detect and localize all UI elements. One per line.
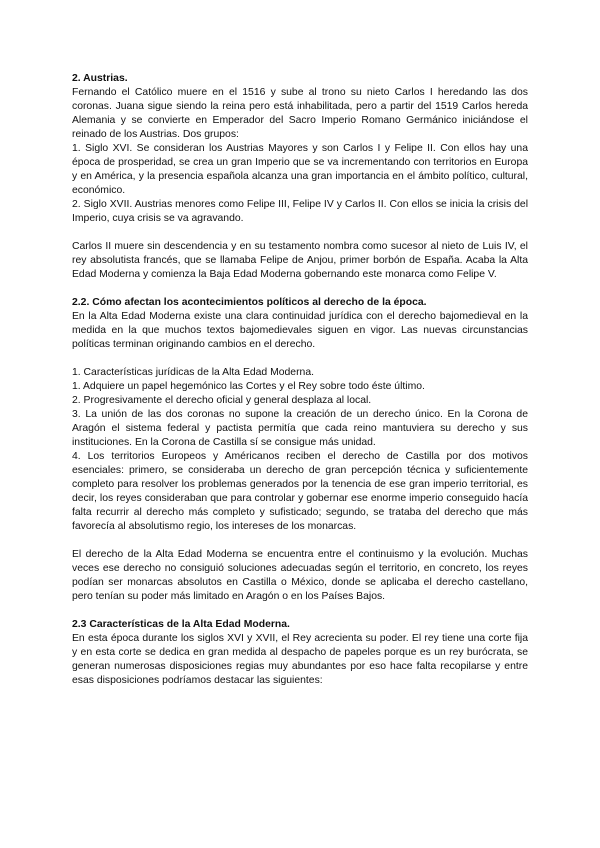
list-item-4: 4. Los territorios Europeos y Américanos reciben el derecho de Castilla por dos motivos esenciales: primero, se consideraba un derecho de gran percepción técnica y suficientemente completo para resolver los problemas generados por la tenencia de ese gran imperio territorial, es decir, los reyes consideraban que para controlar y gobernar ese enorme imperio conseguido hacía falta recurrir al derecho más completo y sufisticado; segundo, se trataba del derecho que más favorecía al absolutismo regio, los intereses de los monarcas. bbox=[72, 451, 528, 532]
paragraph-caracteristicas-intro: En esta época durante los siglos XVI y XVII, el Rey acrecienta su poder. El rey tiene una corte fija y en esta corte se dedica en gran medida al despacho de papeles porque es un rey burócrata, se generan numerosas disposiciones regias muy abundantes por eso hace falta recopilarse y entre esas disposiciones podríamos destacar las siguientes: bbox=[72, 633, 528, 686]
spacer bbox=[72, 352, 528, 366]
list-item-1: 1. Adquiere un papel hegemónico las Cortes y el Rey sobre todo éste último. bbox=[72, 381, 425, 392]
spacer bbox=[72, 534, 528, 548]
paragraph-acontecimientos-conclusion: El derecho de la Alta Edad Moderna se encuentra entre el continuismo y la evolución. Muchas veces ese derecho no consiguió soluciones adecuadas según el territorio, en concreto, los reyes podían ser monarcas absolutos en Castilla o México, donde se aplicaba el derecho castellano, pero tenían su poder más limitado en Aragón o en los Países Bajos. bbox=[72, 549, 528, 602]
section-heading-austrias: 2. Austrias. bbox=[72, 73, 128, 84]
spacer bbox=[72, 604, 528, 618]
section-heading-caracteristicas: 2.3 Características de la Alta Edad Moderna. bbox=[72, 619, 290, 630]
list-item-3: 3. La unión de las dos coronas no supone la creación de un derecho único. En la Corona de Aragón el sistema federal y pactista permitía que cada reino mantuviera su derecho y sus instituciones. En la Corona de Castilla sí se consigue más unidad. bbox=[72, 409, 528, 448]
paragraph-austrias-intro: Fernando el Católico muere en el 1516 y sube al trono su nieto Carlos I heredando las dos coronas. Juana sigue siendo la reina pero está inhabilitada, pero a partir del 1519 Carlos hereda Alemania y se convierte en Emperador del Sacro Imperio Romano Germánico iniciándose el reinado de los Austrias. Dos grupos: bbox=[72, 87, 528, 140]
paragraph-austrias-item-2: 2. Siglo XVII. Austrias menores como Felipe III, Felipe IV y Carlos II. Con ellos se inicia la crisis del Imperio, cuya crisis se va agravando. bbox=[72, 199, 528, 224]
paragraph-acontecimientos-intro: En la Alta Edad Moderna existe una clara continuidad jurídica con el derecho bajomedieval en la medida en la que muchos textos bajomedievales siguen en vigor. Las nuevas circunstancias políticas terminan originando cambios en el derecho. bbox=[72, 311, 528, 350]
paragraph-carlos-ii: Carlos II muere sin descendencia y en su testamento nombra como sucesor al nieto de Luis IV, el rey absolutista francés, que se llamaba Felipe de Anjou, primer borbón de España. Acaba la Alta Edad Moderna y comienza la Baja Edad Moderna gobernando este monarca como Felipe V. bbox=[72, 241, 528, 280]
list-title-caracteristicas-juridicas: 1. Características jurídicas de la Alta Edad Moderna. bbox=[72, 367, 314, 378]
spacer bbox=[72, 282, 528, 296]
list-item-2: 2. Progresivamente el derecho oficial y general desplaza al local. bbox=[72, 395, 372, 406]
section-heading-acontecimientos: 2.2. Cómo afectan los acontecimientos políticos al derecho de la época. bbox=[72, 297, 427, 308]
paragraph-austrias-item-1: 1. Siglo XVI. Se consideran los Austrias Mayores y son Carlos I y Felipe II. Con ellos hay una época de prosperidad, se crea un gran Imperio que se va incrementando con territorios en Europa y en América, y la presencia española alcanza una gran importancia en el ámbito político, cultural, económico. bbox=[72, 143, 528, 196]
spacer bbox=[72, 226, 528, 240]
document-page bbox=[72, 72, 528, 688]
